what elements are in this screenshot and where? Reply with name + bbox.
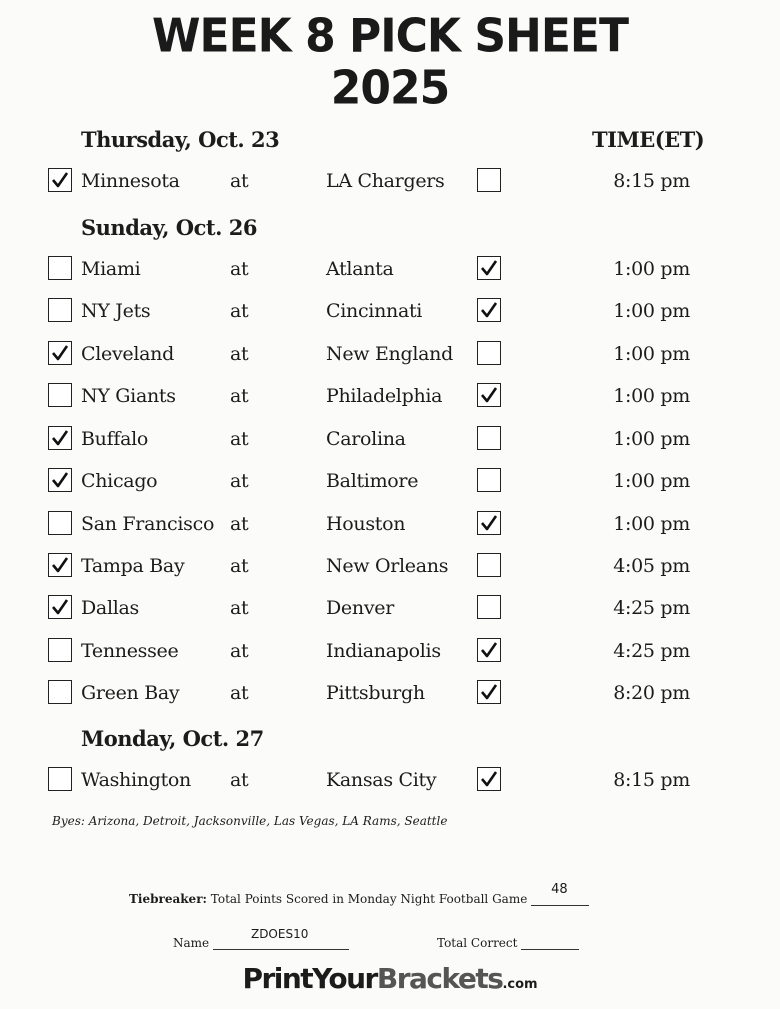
total-correct-field[interactable] xyxy=(521,935,579,950)
game-row xyxy=(0,167,780,197)
checkmark-icon xyxy=(51,171,69,189)
name-value: ZDOES10 xyxy=(250,927,309,941)
game-row xyxy=(0,467,780,497)
game-time: 1:00 pm xyxy=(613,300,690,322)
home-team: Indianapolis xyxy=(326,640,441,662)
home-pick-checkbox[interactable] xyxy=(477,383,501,407)
checkmark-icon xyxy=(480,386,498,404)
away-team: Chicago xyxy=(81,470,158,492)
away-team: Dallas xyxy=(81,597,139,619)
home-pick-checkbox[interactable] xyxy=(477,553,501,577)
away-pick-checkbox[interactable] xyxy=(48,468,72,492)
away-team: Cleveland xyxy=(81,343,174,365)
game-time: 8:15 pm xyxy=(613,769,690,791)
home-pick-checkbox[interactable] xyxy=(477,595,501,619)
away-pick-checkbox[interactable] xyxy=(48,511,72,535)
checkmark-icon xyxy=(51,598,69,616)
game-time: 4:25 pm xyxy=(613,597,690,619)
home-team: Philadelphia xyxy=(326,385,443,407)
name-field[interactable] xyxy=(213,927,349,950)
at-label: at xyxy=(230,513,249,535)
at-label: at xyxy=(230,597,249,619)
home-pick-checkbox[interactable] xyxy=(477,168,501,192)
day-heading: Sunday, Oct. 26 xyxy=(81,215,257,240)
day-heading: Monday, Oct. 27 xyxy=(81,726,264,751)
tiebreaker-label: Tiebreaker: xyxy=(129,892,207,906)
away-pick-checkbox[interactable] xyxy=(48,383,72,407)
home-pick-checkbox[interactable] xyxy=(477,341,501,365)
game-row xyxy=(0,340,780,370)
name-label: Name xyxy=(173,936,210,950)
home-team: Kansas City xyxy=(326,769,437,791)
home-team: Carolina xyxy=(326,428,406,450)
home-team: Pittsburgh xyxy=(326,682,425,704)
home-team: New Orleans xyxy=(326,555,449,577)
sheet-title: WEEK 8 PICK SHEET xyxy=(152,9,628,64)
away-team: NY Jets xyxy=(81,300,151,322)
away-team: Washington xyxy=(81,769,191,791)
at-label: at xyxy=(230,300,249,322)
at-label: at xyxy=(230,555,249,577)
away-team: San Francisco xyxy=(81,513,215,535)
at-label: at xyxy=(230,343,249,365)
at-label: at xyxy=(230,470,249,492)
away-pick-checkbox[interactable] xyxy=(48,680,72,704)
sheet-year: 2025 xyxy=(330,61,450,116)
checkmark-icon xyxy=(51,429,69,447)
home-pick-checkbox[interactable] xyxy=(477,767,501,791)
checkmark-icon xyxy=(51,344,69,362)
checkmark-icon xyxy=(480,641,498,659)
game-row xyxy=(0,255,780,285)
home-pick-checkbox[interactable] xyxy=(477,256,501,280)
total-correct-label: Total Correct xyxy=(437,936,518,950)
home-pick-checkbox[interactable] xyxy=(477,680,501,704)
tiebreaker-value: 48 xyxy=(551,882,568,897)
game-row xyxy=(0,510,780,540)
home-team: Houston xyxy=(326,513,406,535)
game-time: 1:00 pm xyxy=(613,343,690,365)
away-team: Buffalo xyxy=(81,428,149,450)
away-team: Miami xyxy=(81,258,141,280)
at-label: at xyxy=(230,769,249,791)
game-row xyxy=(0,552,780,582)
game-row xyxy=(0,679,780,709)
at-label: at xyxy=(230,170,249,192)
at-label: at xyxy=(230,385,249,407)
checkmark-icon xyxy=(480,770,498,788)
at-label: at xyxy=(230,428,249,450)
tiebreaker-field[interactable] xyxy=(531,882,589,906)
home-team: Atlanta xyxy=(326,258,394,280)
logo-text-part1: PrintYour xyxy=(242,962,377,995)
home-team: Denver xyxy=(326,597,394,619)
name-line xyxy=(173,927,349,950)
brand-logo xyxy=(0,962,780,995)
game-time: 8:20 pm xyxy=(613,682,690,704)
game-time: 4:25 pm xyxy=(613,640,690,662)
game-time: 1:00 pm xyxy=(613,385,690,407)
away-pick-checkbox[interactable] xyxy=(48,168,72,192)
checkmark-icon xyxy=(480,301,498,319)
day-heading: Thursday, Oct. 23 xyxy=(81,127,280,152)
checkmark-icon xyxy=(480,259,498,277)
home-pick-checkbox[interactable] xyxy=(477,426,501,450)
game-row xyxy=(0,425,780,455)
at-label: at xyxy=(230,682,249,704)
away-pick-checkbox[interactable] xyxy=(48,426,72,450)
at-label: at xyxy=(230,258,249,280)
away-team: Minnesota xyxy=(81,170,180,192)
home-team: LA Chargers xyxy=(326,170,445,192)
away-team: NY Giants xyxy=(81,385,176,407)
home-team: New England xyxy=(326,343,453,365)
home-pick-checkbox[interactable] xyxy=(477,468,501,492)
logo-text-part3: .com xyxy=(502,977,538,992)
time-column-header: TIME(ET) xyxy=(592,127,705,152)
game-time: 1:00 pm xyxy=(613,470,690,492)
game-row xyxy=(0,594,780,624)
away-pick-checkbox[interactable] xyxy=(48,298,72,322)
away-pick-checkbox[interactable] xyxy=(48,638,72,662)
game-time: 1:00 pm xyxy=(613,428,690,450)
away-pick-checkbox[interactable] xyxy=(48,341,72,365)
home-pick-checkbox[interactable] xyxy=(477,511,501,535)
at-label: at xyxy=(230,640,249,662)
away-pick-checkbox[interactable] xyxy=(48,767,72,791)
home-pick-checkbox[interactable] xyxy=(477,298,501,322)
total-correct-line xyxy=(437,935,579,950)
away-team: Green Bay xyxy=(81,682,180,704)
away-team: Tennessee xyxy=(81,640,179,662)
game-row xyxy=(0,637,780,667)
checkmark-icon xyxy=(480,683,498,701)
game-time: 1:00 pm xyxy=(613,513,690,535)
away-pick-checkbox[interactable] xyxy=(48,553,72,577)
logo-text-part2: Brackets xyxy=(376,962,503,995)
away-pick-checkbox[interactable] xyxy=(48,595,72,619)
game-row xyxy=(0,382,780,412)
game-time: 4:05 pm xyxy=(613,555,690,577)
tiebreaker-line xyxy=(129,882,589,906)
away-team: Tampa Bay xyxy=(81,555,185,577)
game-row xyxy=(0,297,780,327)
tiebreaker-text: Total Points Scored in Monday Night Football Game xyxy=(210,892,528,906)
home-team: Baltimore xyxy=(326,470,419,492)
checkmark-icon xyxy=(51,471,69,489)
game-time: 8:15 pm xyxy=(613,170,690,192)
byes-note: Byes: Arizona, Detroit, Jacksonville, Las Vegas, LA Rams, Seattle xyxy=(52,814,448,828)
away-pick-checkbox[interactable] xyxy=(48,256,72,280)
game-time: 1:00 pm xyxy=(613,258,690,280)
checkmark-icon xyxy=(51,556,69,574)
checkmark-icon xyxy=(480,514,498,532)
home-team: Cincinnati xyxy=(326,300,423,322)
home-pick-checkbox[interactable] xyxy=(477,638,501,662)
game-row xyxy=(0,766,780,796)
